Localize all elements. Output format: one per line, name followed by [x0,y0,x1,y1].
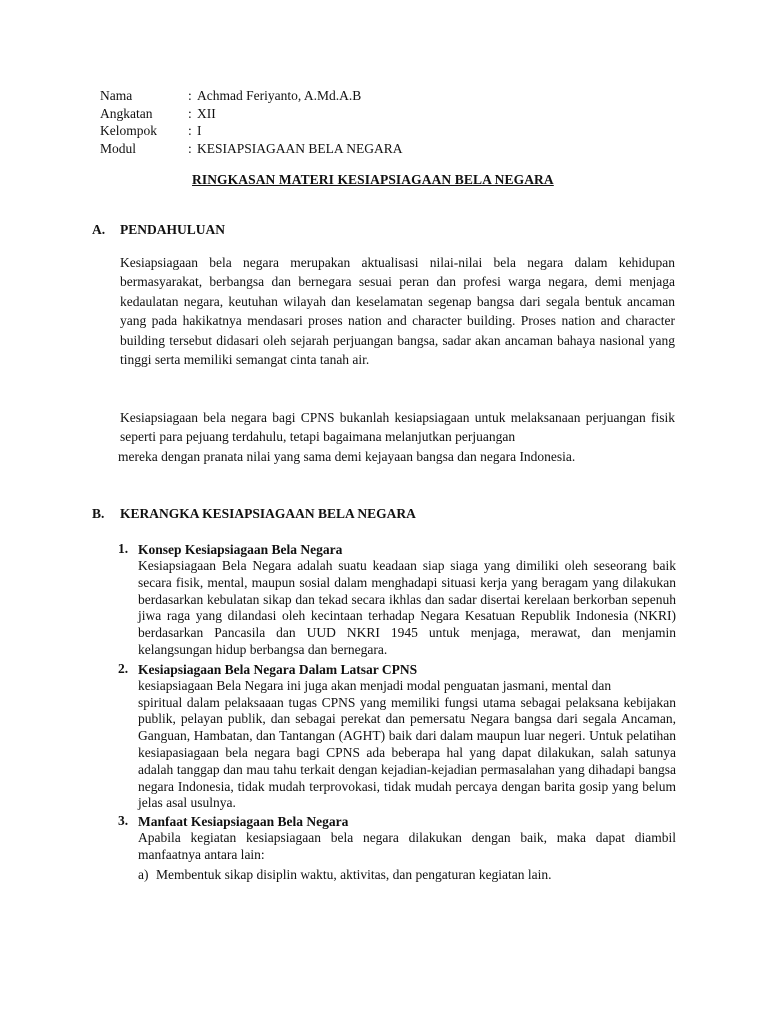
info-row-modul [100,140,403,158]
info-label: Modul [100,140,137,156]
section-a-paragraph-2 [120,408,675,466]
section-title: KERANGKA KESIAPSIAGAAN BELA NEGARA [120,506,416,521]
info-value: XII [197,105,216,121]
list-item-title: Konsep Kesiapsiagaan Bela Negara [138,542,343,557]
document-title: RINGKASAN MATERI KESIAPSIAGAAN BELA NEGARA [192,172,554,187]
list-number: 1. [118,541,129,556]
info-separator: : [188,88,192,103]
info-label: Nama [100,88,133,103]
sub-list-text: Membentuk sikap disiplin waktu, aktivitas, dan pengaturan kegiatan lain. [156,866,552,882]
info-value: I [197,123,202,138]
info-value: Achmad Feriyanto, A.Md.A.B [197,88,362,103]
participant-info [100,87,403,157]
sub-list-item-a [138,866,676,883]
framework-list [118,541,676,883]
list-number: 3. [118,813,129,829]
list-number: 2. [118,660,129,676]
info-label: Angkatan [100,105,153,121]
section-b-heading [92,506,416,522]
list-item-2 [118,661,676,812]
info-value: KESIAPSIAGAAN BELA NEGARA [197,140,403,156]
section-letter: A. [92,222,106,237]
sub-list-number: a) [138,866,149,882]
section-letter: B. [92,506,105,521]
list-item-text: kesiapsiagaan Bela Negara ini juga akan menjadi modal penguatan jasmani, mental dan [138,677,612,693]
info-label: Kelompok [100,123,157,138]
info-row-nama [100,87,403,105]
list-item-text: Apabila kegiatan kesiapsiagaan bela negara dilakukan dengan baik, maka dapat diambil manfaatnya antara lain: [138,830,676,862]
list-item-text: spiritual dalam pelaksaaan tugas CPNS yang memiliki fungsi utama sebagai pelaksana kebijakan publik, pelayan publik, dan sebagai perekat dan pemersatu Negara bangsa dari segala Ancaman, Ganguan, Hambatan, dan Tantangan (AGHT) baik dari dalam maupun luar negeri. Untuk pelatihan kesiapasiagaan bela negara bagi CPNS ada beberapa hal yang dapat dilakukan, salah satunya adalah tanggap dan mau tahu terkait dengan kejadian-kejadian permasalahan yang dihadapi bangsa negara Indonesia, tidak mudah terprovokasi, tidak mudah percaya dengan barita gosip yang belum jelas asal usulnya. [138,694,676,811]
info-row-angkatan [100,105,403,123]
paragraph-text: Kesiapsiagaan bela negara bagi CPNS bukanlah kesiapsiagaan untuk melaksanaan perjuangan fisik seperti para pejuang terdahulu, tetapi bagaimana melanjutkan perjuangan [120,410,675,445]
list-item-title: Kesiapsiagaan Bela Negara Dalam Latsar CPNS [138,661,418,677]
info-separator: : [188,123,192,138]
list-item-title: Manfaat Kesiapsiagaan Bela Negara [138,814,349,830]
section-title: PENDAHULUAN [120,222,226,237]
info-separator: : [188,140,192,156]
section-a-heading [92,222,225,238]
list-item-3 [118,813,676,883]
info-separator: : [188,105,192,121]
list-item-1 [118,541,676,659]
list-item-text: Kesiapsiagaan Bela Negara adalah suatu keadaan siap siaga yang dimiliki oleh seseorang baik secara fisik, mental, maupun sosial dalam menghadapi situasi kerja yang beragam yang dilakukan berdasarkan kebulatan sikap dan tekad secara ikhlas dan sadar disertai kerelaan berkorban sepenuh jiwa raga yang dilandasi oleh kecintaan terhadap Negara Kesatuan Republik Indonesia (NKRI) berdasarkan Pancasila dan UUD NKRI 1945 untuk menjaga, merawat, dan menjamin kelangsungan hidup berbangsa dan bernegara. [138,558,676,657]
section-a-paragraph-1: Kesiapsiagaan bela negara merupakan aktualisasi nilai-nilai bela negara dalam kehidupan bermasyarakat, berbangsa dan bernegara sesuai peran dan profesi warga negara, demi menjaga kedaulatan negara, keutuhan wilayah dan keselamatan segenap bangsa dari segala bentuk ancaman yang pada hakikatnya mendasari proses nation and character building. Proses nation and character building tersebut didasari oleh sejarah perjuangan bangsa, sadar akan ancaman bahaya nasional yang tinggi serta memiliki semangat cinta tanah air. [120,255,675,368]
paragraph-text: mereka dengan pranata nilai yang sama demi kejayaan bangsa dan negara Indonesia. [118,448,576,464]
info-row-kelompok [100,122,403,140]
